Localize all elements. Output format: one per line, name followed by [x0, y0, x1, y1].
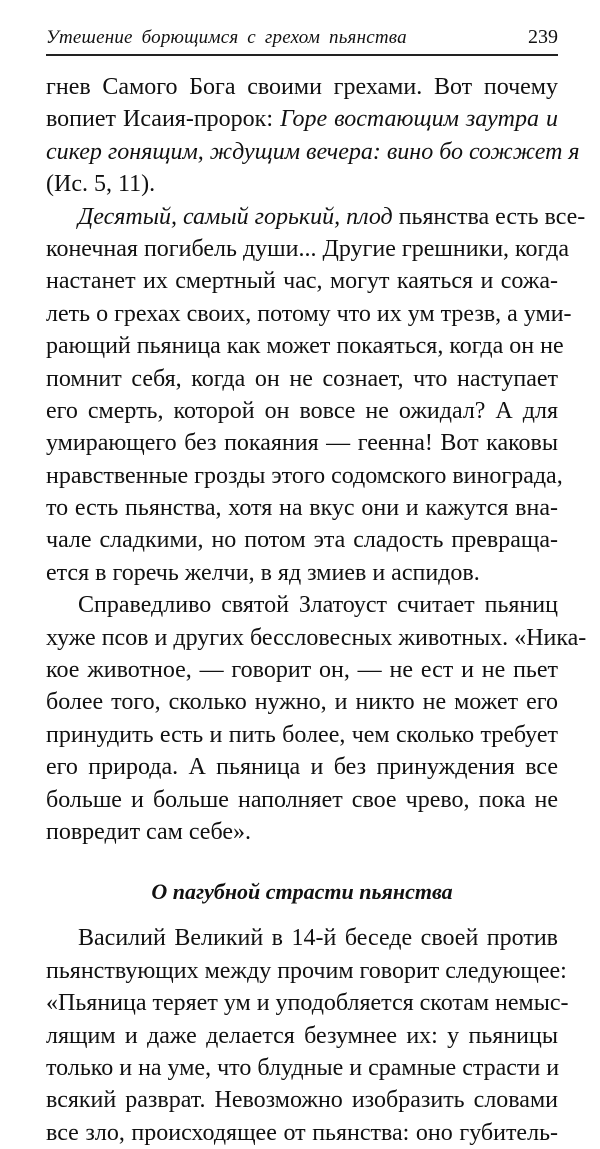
running-title: Утешение борющимся с грехом пьянства	[46, 27, 407, 48]
text-line: больше и больше наполняет свое чрево, пока не	[46, 786, 558, 813]
paragraph-2	[46, 201, 586, 590]
text-line	[46, 103, 558, 135]
text-line: настанет их смертный час, могут каяться и сожа-	[46, 268, 558, 295]
text-line: умирающего без покаяния — геенна! Вот каковы	[46, 430, 558, 457]
text-line: кое животное, — говорит он, — не ест и не пьет	[46, 657, 558, 684]
text-line: «Пьяница теряет ум и уподобляется скотам немыс-	[46, 990, 569, 1017]
emphasis-text: Десятый, самый горький, плод	[78, 203, 393, 230]
text-line: леть о грехах своих, потому что их ум трезв, а уми-	[46, 300, 572, 327]
running-header	[46, 24, 558, 56]
paragraph-1	[46, 71, 580, 201]
text-line: чале сладкими, но потом эта сладость превраща-	[46, 527, 558, 554]
text-line: только и на уме, что блудные и срамные страсти и	[46, 1054, 560, 1081]
text-line: то есть пьянства, хотя на вкус они и кажутся вна-	[46, 495, 558, 522]
text-line	[46, 201, 586, 233]
paragraph-4	[46, 922, 569, 1149]
text-line: все зло, происходящее от пьянства: оно губитель-	[46, 1119, 558, 1146]
text-line: рающий пьяница как может покаяться, когда он не	[46, 333, 564, 360]
text-line: конечная погибель души... Другие грешники, когда	[46, 235, 569, 262]
text-line: гнев Самого Бога своими грехами. Вот почему	[46, 74, 558, 100]
section-heading: О пагубной страсти пьянства	[151, 879, 453, 905]
text-line: повредит сам себе».	[46, 818, 251, 845]
text-line: его природа. А пьяница и без принуждения все	[46, 754, 558, 781]
page-number: 239	[528, 26, 558, 48]
text-line: более того, сколько нужно, и никто не может его	[46, 689, 558, 716]
text-line: помнит себя, когда он не сознает, что наступает	[46, 365, 558, 392]
text-run: пьянства есть все-	[392, 203, 586, 230]
body-text	[46, 71, 587, 1149]
text-line: пьянствующих между прочим говорит следующее:	[46, 957, 567, 984]
text-line: нравственные грозды этого содомского винограда,	[46, 462, 563, 489]
text-line: принудить есть и пить более, чем сколько требует	[46, 721, 558, 748]
text-line: всякий разврат. Невозможно изобразить словами	[46, 1087, 558, 1114]
text-line: ется в горечь желчи, в яд змиев и аспидов.	[46, 559, 480, 586]
paragraph-3	[46, 589, 587, 848]
text-line: Справедливо святой Златоуст считает пьяниц	[78, 592, 558, 619]
scripture-quote: Горе востающим заутра и	[280, 106, 559, 133]
text-line: хуже псов и других бессловесных животных. «Ника-	[46, 624, 587, 651]
text-line: лящим и даже делается безумнее их: у пьяницы	[46, 1022, 558, 1049]
scripture-quote: сикер гонящим, ждущим вечера: вино бо сожжет я	[46, 138, 580, 165]
text-line: Василий Великий в 14-й беседе своей против	[78, 925, 558, 952]
scripture-reference: (Ис. 5, 11).	[46, 171, 156, 198]
text-run: вопиет Исаия-пророк:	[46, 106, 281, 133]
text-line: его смерть, которой он вовсе не ожидал? А для	[46, 397, 558, 424]
